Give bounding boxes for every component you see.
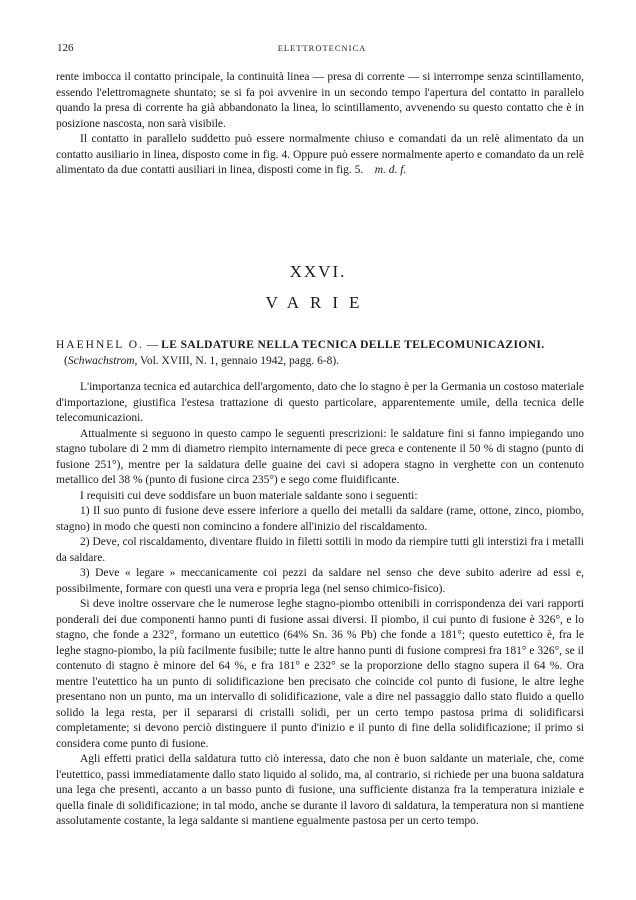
reference-journal: Schwachstrom, [67, 354, 138, 367]
section-title: VARIE [265, 293, 371, 312]
paragraph-text: Il contatto in parallelo suddetto può essere normalmente chiuso e comandati da un relè alimentato da un contatto ausiliario in linea, disposto come in fig. 4. Oppure può essere normalmente aperto e comandato da un relè alimentato da due contatti ausiliari in linea, disposti come in fig. 5. [56, 133, 584, 176]
reference-citation [56, 354, 584, 370]
reference-details: Vol. XVIII, N. 1, gennaio 1942, pagg. 6-8). [137, 354, 340, 367]
paragraph [56, 132, 584, 179]
paragraph: I requisiti cui deve soddisfare un buon materiale saldante sono i seguenti: [80, 489, 418, 502]
running-title: ELETTROTECNICA [277, 43, 367, 53]
reference-title: LE SALDATURE NELLA TECNICA DELLE TELECOMUNICAZIONI. [161, 339, 545, 351]
list-item: 1) Il suo punto di fusione deve essere inferiore a quello dei metalli da saldare (rame, ottone, zinco, piombo, stagno) in modo che questi non comincino a fondere all'inizio del riscaldamento. [56, 505, 584, 533]
reference-line [56, 338, 584, 354]
paragraph: Si deve inoltre osservare che le numerose leghe stagno-piombo ottenibili in corrispondenza dei vari rapporti ponderali dei due componenti hanno punti di fusione assai diversi. Il piombo, il cui punto di fusione è 326°, e lo stagno, che fonde a 232°, formano un eutettico (64% Sn. 36 % Pb) che fonde a 181°; questo eutettico è, fra le leghe stagno-piombo, la più facilmente fusibile; tutte le altre hanno punti di fusione compresi fra 181° e 326°, se il contenuto di stagno è minore del 64 %, e fra 181° e 232° se la proporzione dello stagno supera il 64 %. Ora mentre l'eutettico ha un punto di solidificazione ben precisato che coincide col punto di fusione, le altre leghe presentano non un punto, ma un intervallo di solidificazione, vale a dire nel passaggio dallo stato fluido a quello solido la lega resta, per il separarsi di cristalli solidi, per un certo tempo pastosa prima di solidificarsi completamente; si devono perciò distinguere il punto d'inizio e il punto di fine della solidificazione; il primo si considera come punto di fusione. [56, 598, 584, 750]
article-body [56, 380, 584, 830]
section-number: XXVI. [289, 262, 347, 281]
continued-text [56, 70, 584, 179]
paragraph: Agli effetti pratici della saldatura tutto ciò interessa, dato che non è buon saldante un materiale, che, come l'eutettico, passi immediatamente dallo stato liquido al solido, ma, al contrario, si richiede per una buona saldatura una lega che presenti, accanto a un basso punto di fusione, una sufficiente distanza fra la temperatura iniziale e quella finale di solidificazione; in tal modo, anche se durante il lavoro di saldatura, la temperatura non si mantiene assolutamente costante, la lega saldante si mantiene egualmente pastosa per un certo tempo. [56, 753, 584, 827]
reference-dash: — [143, 339, 162, 351]
citation-open: ( [64, 354, 68, 367]
qed-mark: m. d. f. [374, 164, 407, 176]
paragraph: rente imbocca il contatto principale, la continuità linea — presa di corrente — si interrompe senza scintillamento, essendo l'elettromagnete shuntato; se si fa poi avvenire in un secondo tempo l'apertura del contatto in parallelo quando la presa di corrente ha già abbandonato la linea, lo scintillamento, avvenendo su questo contatto che è in posizione nascosta, non sarà visibile. [56, 71, 584, 130]
list-item: 3) Deve « legare » meccanicamente coi pezzi da saldare nel senso che deve subito aderire ad essi e, possibilmente, formare con questi una vera e propria lega (nel senso chimico-fisico). [56, 567, 584, 595]
running-head [57, 42, 587, 56]
list-item: 2) Deve, col riscaldamento, diventare fluido in filetti sottili in modo da riempire tutti gli interstizi fra i metalli da saldare. [56, 536, 584, 564]
paragraph: L'importanza tecnica ed autarchica dell'argomento, dato che lo stagno è per la Germania un costoso materiale d'importazione, giustifica l'estesa trattazione di questo particolare, apparentemente umile, della tecnica delle telecomunicazioni. [56, 381, 584, 424]
paragraph: Attualmente si seguono in questo campo le seguenti prescrizioni: le saldature fini si fanno impiegando uno stagno tubolare di 2 mm di diametro riempito internamente di pece greca e contenente il 50 % di stagno (punto di fusione 251°), mentre per la saldatura delle guaine dei cavi si adopera stagno in verghette con un contenuto metallico del 38 % (punto di fusione circa 235°) e sego come fluidificante. [56, 427, 584, 486]
article-reference [56, 338, 584, 369]
reference-author: HAEHNEL O. [56, 339, 144, 351]
page-number: 126 [57, 42, 74, 54]
